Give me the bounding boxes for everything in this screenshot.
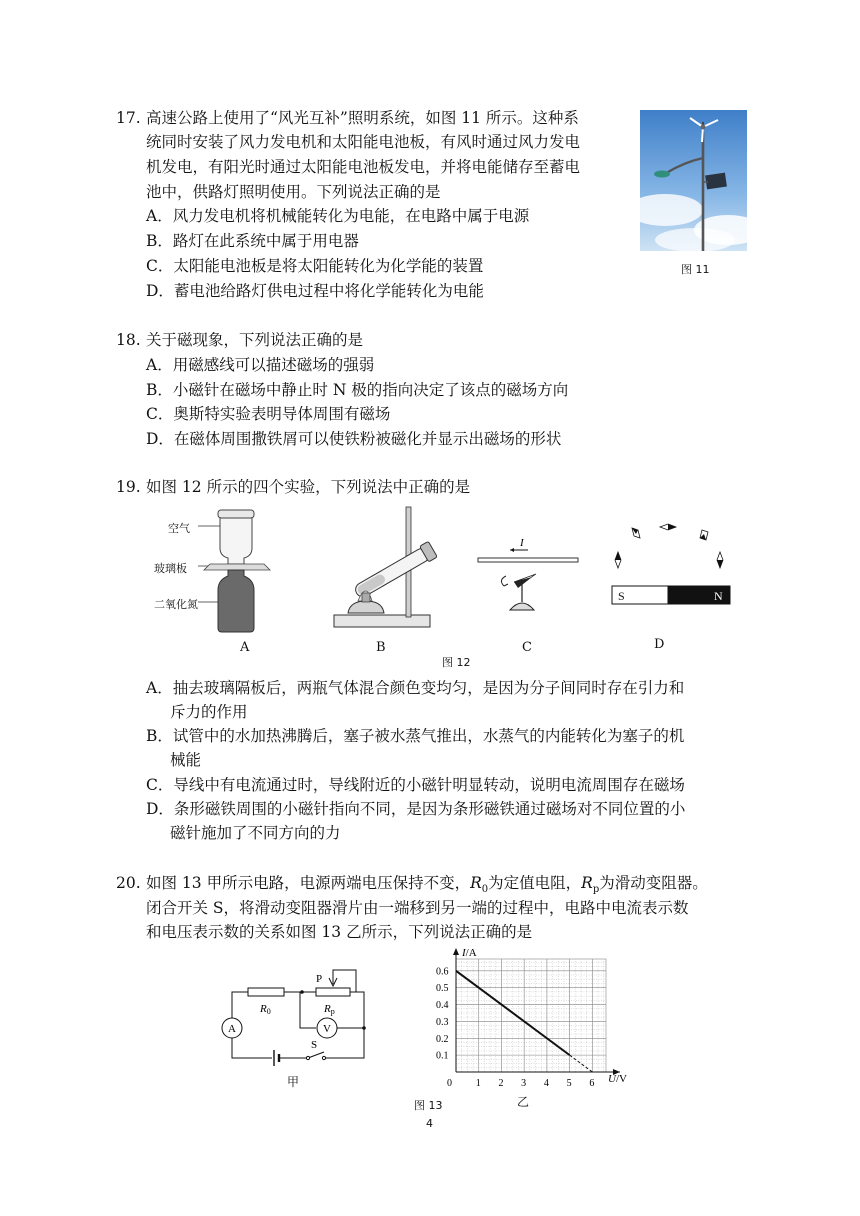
resistor-r0	[248, 988, 284, 996]
q18-number: 18.	[116, 331, 141, 349]
ammeter-label: A	[228, 1023, 236, 1035]
switch-s	[308, 1052, 324, 1058]
y-tick-label: 0.5	[436, 983, 449, 995]
q20-stem-line-1: 如图 13 甲所示电路，电源两端电压保持不变，$R_0$为定值电阻，$R_p$为滑动变阻器。	[146, 874, 708, 896]
compass-needle-5	[717, 552, 723, 568]
q17-stem-line: 高速公路上使用了“风光互补”照明系统，如图 11 所示。这种系	[146, 109, 579, 127]
slider-p-label: P	[316, 973, 323, 985]
q17-number: 17.	[116, 109, 141, 127]
y-tick-label: 0.4	[436, 1000, 449, 1012]
voltmeter-label: V	[323, 1023, 331, 1035]
q17-option-d: D．蓄电池给路灯供电过程中将化学能转化为电能	[146, 282, 484, 300]
q19-option-a-cont: 斥力的作用	[170, 703, 248, 721]
y-tick-label: 0.3	[436, 1016, 449, 1028]
r0-label: R0	[260, 1003, 271, 1016]
compass-needle-3	[660, 524, 676, 530]
y-tick-label: 0.2	[436, 1033, 449, 1045]
x-tick-label: 3	[521, 1078, 527, 1089]
x-tick-label: 6	[589, 1078, 595, 1089]
q18-option-c: C．奥斯特实验表明导体周围有磁场	[146, 405, 391, 423]
switch-label: S	[311, 1039, 318, 1051]
x-tick-label: 5	[566, 1078, 572, 1089]
q17-option-c: C．太阳能电池板是将太阳能转化为化学能的装置	[146, 257, 484, 275]
q20-number: 20.	[116, 874, 141, 892]
circuit-caption: 甲	[287, 1075, 300, 1089]
graph-axes	[453, 948, 620, 1075]
magnet-n-pole: N	[714, 589, 723, 603]
oersted-apparatus	[474, 530, 580, 630]
bar-magnet-compasses	[604, 516, 734, 608]
compass-needle-1	[615, 552, 621, 568]
q17-stem-line: 统同时安装了风力发电机和太阳能电池板，有风时通过风力发电	[146, 133, 581, 151]
circuit-diagram	[212, 962, 372, 1080]
q19-stem: 如图 12 所示的四个实验，下列说法中正确的是	[146, 478, 471, 496]
page-number: 4	[426, 1117, 433, 1130]
q17-option-b: B．路灯在此系统中属于用电器	[146, 232, 359, 250]
graph-ticks	[436, 966, 594, 1089]
label-nitrogen-dioxide: 二氧化氮	[154, 598, 198, 611]
x-tick-label: 0	[447, 1078, 452, 1089]
q18-stem: 关于磁现象，下列说法正确的是	[146, 331, 364, 349]
q19-option-b: B．试管中的水加热沸腾后，塞子被水蒸气推出，水蒸气的内能转化为塞子的机	[146, 727, 685, 745]
rp-label: Rp	[324, 1003, 335, 1016]
street-lamp-photo	[640, 110, 747, 251]
x-tick-label: 4	[543, 1078, 549, 1089]
compass-needle-2	[632, 528, 640, 538]
figure-11-caption: 图 11	[681, 263, 710, 276]
x-tick-label: 2	[498, 1078, 504, 1089]
data-line-solid	[456, 971, 570, 1055]
q17-stem-line: 池中，供路灯照明使用。下列说法正确的是	[146, 183, 441, 201]
fig12-label-b: B	[376, 640, 386, 655]
rheostat-rp	[316, 988, 350, 996]
y-tick-label: 0.1	[436, 1050, 449, 1062]
q18-option-b: B．小磁针在磁场中静止时 N 极的指向决定了该点的磁场方向	[146, 381, 569, 399]
graph-grid	[456, 959, 606, 1072]
fig12-label-d: D	[654, 637, 665, 652]
q19-option-a: A．抽去玻璃隔板后，两瓶气体混合颜色变均匀，是因为分子间同时存在引力和	[146, 679, 685, 697]
fig12-label-a: A	[240, 640, 250, 655]
q18-option-a: A．用磁感线可以描述磁场的强弱	[146, 356, 375, 374]
q19-option-d-cont: 磁针施加了不同方向的力	[170, 824, 341, 842]
q20-stem-line-2: 闭合开关 S，将滑动变阻器滑片由一端移到另一端的过程中，电路中电流表示数	[146, 899, 689, 917]
q18-option-d: D．在磁体周围撒铁屑可以使铁粉被磁化并显示出磁场的形状	[146, 430, 562, 448]
label-glass-plate: 玻璃板	[154, 562, 187, 575]
x-axis-label: U/V	[608, 1073, 627, 1085]
label-air: 空气	[168, 522, 190, 535]
y-tick-label: 0.6	[436, 966, 449, 978]
x-tick-label: 1	[475, 1078, 481, 1089]
compass-needle-4	[700, 530, 708, 540]
magnet-s-pole: S	[618, 589, 625, 603]
q19-option-d: D．条形磁铁周围的小磁针指向不同，是因为条形磁铁通过磁场对不同位置的小	[146, 800, 686, 818]
test-tube-heating-apparatus	[330, 505, 446, 635]
q19-option-b-cont: 械能	[170, 751, 202, 769]
q19-number: 19.	[116, 478, 141, 496]
q19-option-c: C．导线中有电流通过时，导线附近的小磁针明显转动，说明电流周围存在磁场	[146, 776, 685, 794]
gas-diffusion-apparatus	[190, 508, 280, 636]
current-label: I	[520, 537, 524, 549]
figure-13-caption: 图 13	[414, 1099, 443, 1112]
q17-option-a: A．风力发电机将机械能转化为电能，在电路中属于电源	[146, 207, 530, 225]
y-axis-arrow	[453, 948, 459, 955]
figure-12-caption: 图 12	[442, 656, 471, 669]
q17-stem-line: 机发电，有阳光时通过太阳能电池板发电，并将电能储存至蓄电	[146, 158, 581, 176]
graph-caption: 乙	[517, 1095, 530, 1109]
q20-stem-line-3: 和电压表示数的关系如图 13 乙所示，下列说法正确的是	[146, 923, 533, 941]
fig12-label-c: C	[522, 640, 532, 655]
y-axis-label: I/A	[462, 947, 477, 959]
iu-graph	[420, 944, 640, 1094]
